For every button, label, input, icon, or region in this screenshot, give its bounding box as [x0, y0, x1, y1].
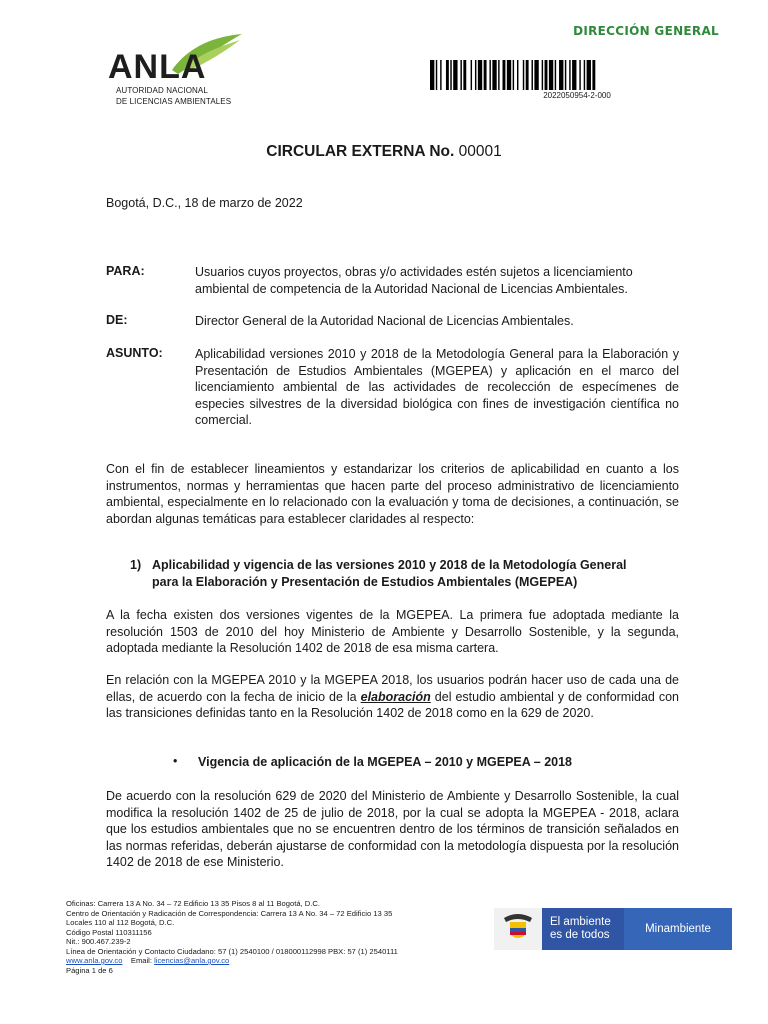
org-name-line-2: DE LICENCIAS AMBIENTALES	[116, 97, 232, 106]
barcode-bar	[579, 60, 580, 90]
title-prefix: CIRCULAR EXTERNA No.	[266, 143, 455, 160]
barcode-bar	[517, 60, 518, 90]
footer-locales: Locales 110 al 112 Bogotá, D.C.	[66, 918, 175, 927]
barcode-bar	[545, 60, 548, 90]
footer-phone: Línea de Orientación y Contacto Ciudadano: 57 (1) 2540100 / 018000112998 PBX: 57 (1) 2540111	[66, 946, 398, 956]
minambiente-logo	[494, 908, 732, 950]
de-value: Director General de la Autoridad Nacional de Licencias Ambientales.	[195, 314, 574, 328]
para-value-line-2: ambiental de competencia de la Autoridad Nacional de Licencias Ambientales.	[195, 281, 628, 296]
barcode-bar	[450, 60, 451, 90]
barcode-bar	[542, 60, 543, 90]
barcode-bar	[478, 60, 482, 90]
barcode-bar	[489, 60, 490, 90]
barcode-bar	[592, 60, 595, 90]
para-label: PARA:	[106, 264, 145, 278]
paragraph-3: De acuerdo con la resolución 629 de 2020 del Ministerio de Ambiente y Desarrollo Sostenible, la cual modifica la resolución 1402 de 25 de julio de 2018, por la cual se adopta la MGEPEA - 2018, aclara que los estudios ambientales que no se encuentren dentro de los términos de transición señalados en las normas referidas, deberán ajustarse de conformidad con la metodología dispuesta por la resolución 1402 de 2018 de ese Ministerio.	[106, 789, 679, 869]
barcode-bar	[532, 60, 533, 90]
intro-paragraph: Con el fin de establecer lineamientos y estandarizar los criterios de aplicabilidad en cuanto a los instrumentos, normas y herramientas que hacen parte del proceso administrativo de licenciamiento ambiental, especialmente en lo relacionado con la evaluación y toma de decisiones, a continuación, se abordan algunas temáticas para establecer claridades al respecto:	[106, 462, 679, 526]
barcode-bar	[475, 60, 476, 90]
footer-correspondence: Centro de Orientación y Radicación de Correspondencia: Carrera 13 A No. 34 – 72 Edificio 13 35	[66, 908, 393, 918]
barcode-bar	[492, 60, 496, 90]
footer-web-email	[66, 956, 486, 966]
svg-text:ANLA: ANLA	[108, 48, 207, 86]
section-1-heading-line-2: para la Elaboración y Presentación de Estudios Ambientales (MGEPEA)	[152, 574, 578, 589]
barcode-bar	[463, 60, 466, 90]
minambiente-name: Minambiente	[624, 908, 732, 950]
barcode-bar	[587, 60, 591, 90]
paragraph-2-end: del estudio ambiental y de conformidad con las transiciones definidas tanto en la Resolución 1402 de 2018 como en la 629 de 2020.	[106, 689, 679, 720]
barcode-bar	[534, 60, 538, 90]
document-date: Bogotá, D.C., 18 de marzo de 2022	[106, 196, 303, 210]
document-title	[0, 143, 768, 161]
para-value	[195, 264, 679, 297]
footer-contact	[66, 899, 486, 975]
footer-offices: Oficinas: Carrera 13 A No. 34 – 72 Edificio 13 35 Pisos 8 al 11 Bogotá, D.C.	[66, 899, 320, 908]
email-label: Email:	[130, 956, 152, 965]
footer-nit: Nit.: 900.467.239-2	[66, 937, 131, 946]
barcode-bar	[471, 60, 472, 90]
barcode-bar	[430, 60, 434, 90]
barcode-number: 2022050954-2-000	[543, 91, 611, 100]
barcode-bar	[507, 60, 511, 90]
direccion-general-label: DIRECCIÓN GENERAL	[573, 24, 719, 38]
barcode-bar	[453, 60, 457, 90]
ministry-slogan	[542, 908, 624, 950]
barcode-bar	[513, 60, 514, 90]
barcode-bar	[584, 60, 585, 90]
de-label: DE:	[106, 313, 128, 327]
page-number: Página 1 de 6	[66, 965, 113, 975]
slogan-line-1: El ambiente	[550, 916, 611, 928]
barcode-bar	[569, 60, 570, 90]
section-1-heading	[152, 557, 682, 590]
bullet-icon: •	[173, 754, 178, 768]
paragraph-1: A la fecha existen dos versiones vigentes de la MGEPEA. La primera fue adoptada mediante la resolución 1503 de 2010 del hoy Ministerio de Ambiente y Desarrollo Sostenible, y la segunda, adoptada mediante la Resolución 1402 de 2018 de esa misma cartera.	[106, 608, 679, 655]
barcode-bar	[503, 60, 506, 90]
elaboracion-emphasis: elaboración	[360, 689, 431, 704]
slogan-line-2: es de todos	[550, 928, 610, 941]
barcode-bar	[555, 60, 556, 90]
barcode-bar	[559, 60, 563, 90]
barcode-bar	[526, 60, 529, 90]
footer-postal-code: Código Postal 110311156	[66, 927, 152, 937]
anla-logo-icon	[104, 30, 244, 90]
asunto-label: ASUNTO:	[106, 346, 163, 360]
coat-of-arms-icon	[494, 908, 542, 950]
org-name-line-1: AUTORIDAD NACIONAL	[116, 86, 208, 95]
barcode-graphic	[430, 60, 724, 90]
barcode-bar	[498, 60, 499, 90]
asunto-value: Aplicabilidad versiones 2010 y 2018 de la Metodología General para la Elaboración y Presentación de Estudios Ambientales (MGEPEA) y aplicación en el marco del licenciamiento ambiental de las actividades de recolección de especímenes de especies silvestres de la diversidad biológica con fines de investigación científica no comercial.	[195, 347, 679, 427]
barcode-bar	[549, 60, 553, 90]
para-value-line-1: Usuarios cuyos proyectos, obras y/o actividades estén sujetos a licenciamiento	[195, 265, 633, 279]
barcode-bar	[565, 60, 566, 90]
section-1-number: 1)	[130, 558, 142, 572]
circular-number: 00001	[458, 143, 502, 160]
barcode-bar	[572, 60, 576, 90]
section-1-heading-line-1: Aplicabilidad y vigencia de las versiones 2010 y 2018 de la Metodología General	[152, 558, 627, 572]
email-link[interactable]: licencias@anla.gov.co	[154, 956, 230, 965]
barcode-bar	[484, 60, 487, 90]
barcode-bar	[436, 60, 437, 90]
paragraph-2-start: En relación con la MGEPEA 2010 y la MGEPEA 2018, los usuarios podrán hacer uso de cada una de ellas, de acuerdo con la fecha de inicio de la	[106, 673, 679, 704]
barcode-bar	[460, 60, 461, 90]
vigencia-subheading: Vigencia de aplicación de la MGEPEA – 2010 y MGEPEA – 2018	[198, 755, 573, 769]
paragraph-2	[106, 672, 679, 722]
barcode-bar	[440, 60, 441, 90]
website-link[interactable]: www.anla.gov.co	[66, 956, 123, 965]
barcode-bar	[523, 60, 524, 90]
barcode-bar	[446, 60, 449, 90]
